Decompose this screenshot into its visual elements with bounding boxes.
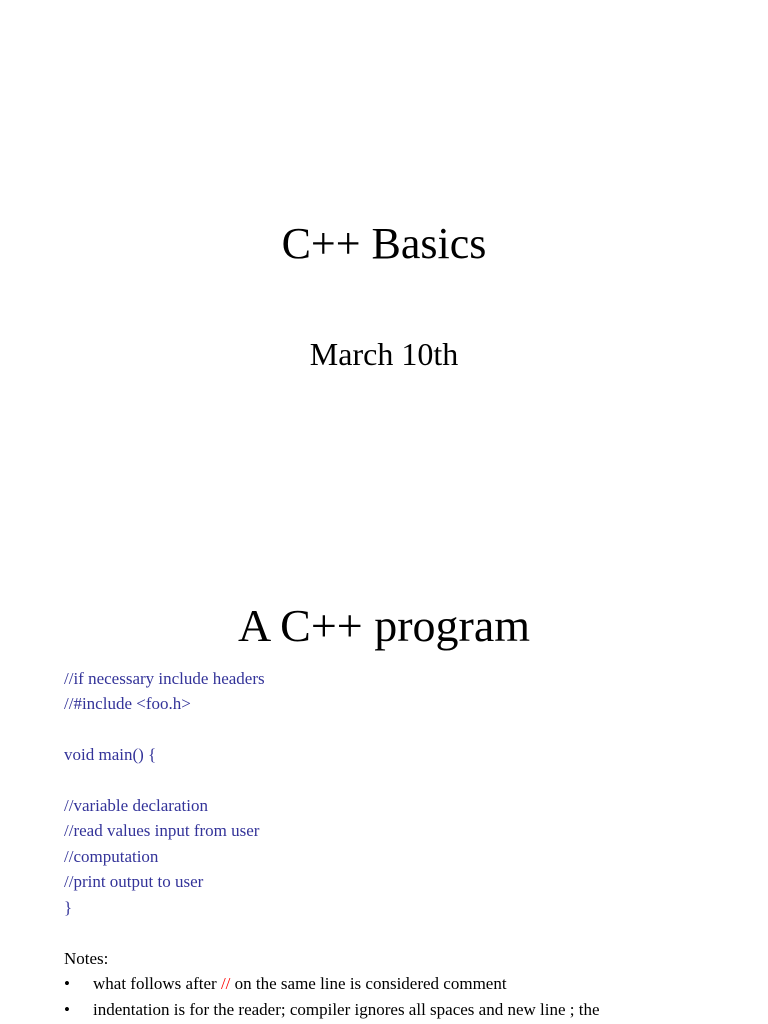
code-line: void main() { <box>64 745 157 765</box>
notes-section <box>64 946 600 1022</box>
notes-bullet-list <box>64 971 600 1022</box>
code-line: } <box>64 897 73 917</box>
note-text: indentation is for the reader; compiler ignores all spaces and new line ; the <box>93 999 600 1019</box>
note-text: on the same line is considered comment <box>230 974 507 994</box>
code-listing <box>64 666 265 920</box>
list-item <box>64 997 600 1022</box>
code-line: //if necessary include headers <box>64 669 265 688</box>
slide-title: A C++ program <box>237 600 531 651</box>
code-line: //variable declaration <box>64 795 208 815</box>
slide-subtitle-date: March 10th <box>309 336 459 372</box>
code-line: //computation <box>64 846 159 866</box>
notes-heading: Notes: <box>64 949 109 968</box>
code-line: //print output to user <box>64 872 204 892</box>
program-slide <box>0 576 768 1024</box>
code-line <box>64 717 265 742</box>
code-line <box>64 768 265 793</box>
code-line: //read values input from user <box>64 821 260 841</box>
code-line: //#include <foo.h> <box>64 694 191 714</box>
list-item <box>64 971 600 996</box>
slide-title: C++ Basics <box>281 219 487 268</box>
bullet-icon: • <box>64 974 70 994</box>
note-text: what follows after <box>93 974 221 994</box>
comment-marker: // <box>220 974 231 994</box>
bullet-icon: • <box>64 999 70 1019</box>
